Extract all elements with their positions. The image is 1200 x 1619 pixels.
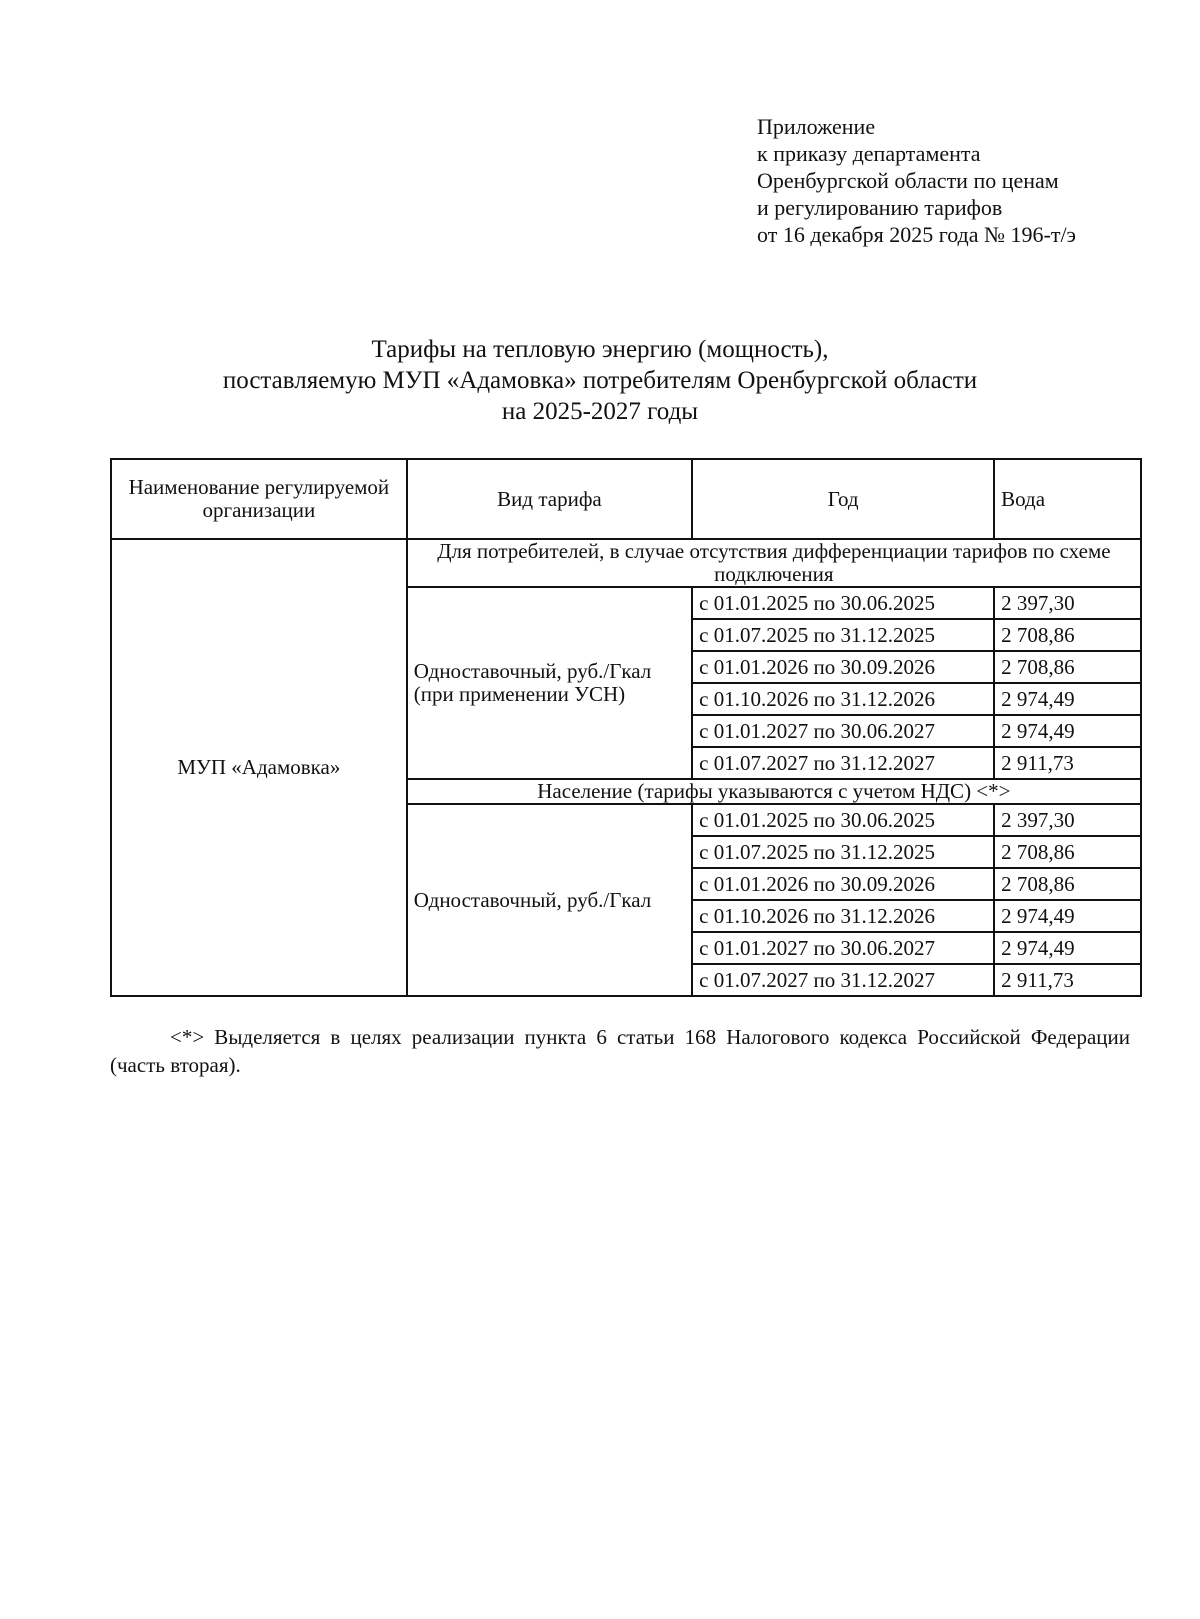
- value-cell: 2 911,73: [994, 747, 1141, 779]
- value-cell: 2 974,49: [994, 715, 1141, 747]
- group-heading: Для потребителей, в случае отсутствия дифференциации тарифов по схеме подключения: [407, 539, 1141, 587]
- header-year: Год: [692, 459, 994, 539]
- period-cell: с 01.07.2027 по 31.12.2027: [692, 747, 994, 779]
- period-cell: с 01.10.2026 по 31.12.2026: [692, 683, 994, 715]
- tariff-type-cell: Одноставочный, руб./Гкал (при применении УСН): [407, 587, 692, 779]
- value-cell: 2 708,86: [994, 836, 1141, 868]
- appendix-line: к приказу департамента: [757, 141, 981, 166]
- period-cell: с 01.07.2027 по 31.12.2027: [692, 964, 994, 996]
- value-cell: 2 708,86: [994, 868, 1141, 900]
- value-cell: 2 397,30: [994, 804, 1141, 836]
- tariff-table: [110, 458, 1142, 997]
- appendix-line: и регулированию тарифов: [757, 195, 1003, 220]
- title-line: на 2025-2027 годы: [501, 398, 699, 425]
- period-cell: с 01.07.2025 по 31.12.2025: [692, 619, 994, 651]
- document-title: [150, 334, 1050, 427]
- appendix-line: от 16 декабря 2025 года № 196-т/э: [757, 222, 1076, 247]
- title-line: Тарифы на тепловую энергию (мощность),: [371, 336, 829, 363]
- value-cell: 2 911,73: [994, 964, 1141, 996]
- period-cell: с 01.01.2027 по 30.06.2027: [692, 715, 994, 747]
- value-cell: 2 974,49: [994, 932, 1141, 964]
- appendix-block: [757, 113, 1076, 248]
- value-cell: 2 397,30: [994, 587, 1141, 619]
- footnote: <*> Выделяется в целях реализации пункта 6 статьи 168 Налогового кодекса Российской Федерации (часть вторая).: [110, 1025, 1130, 1077]
- value-cell: 2 708,86: [994, 619, 1141, 651]
- period-cell: с 01.01.2025 по 30.06.2025: [692, 804, 994, 836]
- title-line: поставляемую МУП «Адамовка» потребителям Оренбургской области: [222, 367, 978, 394]
- table-header-row: [111, 459, 1141, 539]
- header-organization: Наименование регулируемой организации: [111, 459, 407, 539]
- period-cell: с 01.01.2027 по 30.06.2027: [692, 932, 994, 964]
- value-cell: 2 974,49: [994, 900, 1141, 932]
- tariff-type-cell: Одноставочный, руб./Гкал: [407, 804, 692, 996]
- value-cell: 2 708,86: [994, 651, 1141, 683]
- organization-cell: МУП «Адамовка»: [111, 539, 407, 996]
- group-heading: Население (тарифы указываются с учетом НДС) <*>: [407, 779, 1141, 804]
- period-cell: с 01.07.2025 по 31.12.2025: [692, 836, 994, 868]
- period-cell: с 01.10.2026 по 31.12.2026: [692, 900, 994, 932]
- group-heading-row: [111, 539, 1141, 587]
- header-tariff-type: Вид тарифа: [407, 459, 692, 539]
- period-cell: с 01.01.2026 по 30.09.2026: [692, 651, 994, 683]
- value-cell: 2 974,49: [994, 683, 1141, 715]
- appendix-line: Оренбургской области по ценам: [757, 168, 1059, 193]
- period-cell: с 01.01.2026 по 30.09.2026: [692, 868, 994, 900]
- appendix-line: Приложение: [757, 114, 876, 139]
- period-cell: с 01.01.2025 по 30.06.2025: [692, 587, 994, 619]
- header-water: Вода: [994, 459, 1141, 539]
